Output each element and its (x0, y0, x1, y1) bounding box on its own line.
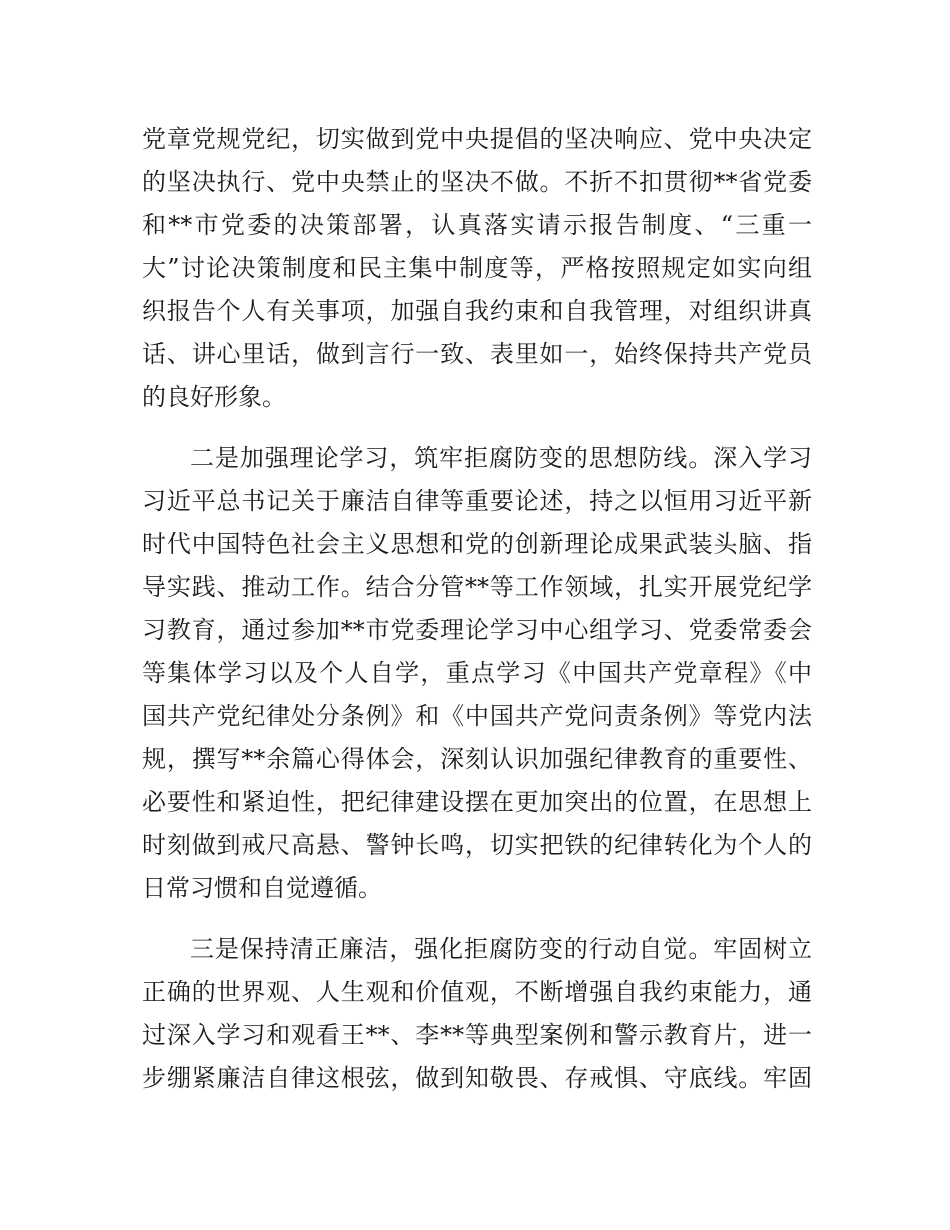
text-line: 习教育，通过参加**市党委理论学习中心组学习、党委常委会 (142, 616, 812, 644)
text-line: 话、讲心里话，做到言行一致、表里如一，始终保持共产党员 (142, 340, 812, 368)
text-line: 党章党规党纪，切实做到党中央提倡的坚决响应、党中央决定 (142, 125, 812, 153)
text-line: 时刻做到戒尺高悬、警钟长鸣，切实把铁的纪律转化为个人的 (142, 831, 812, 859)
text-line: 二是加强理论学习，筑牢拒腐防变的思想防线。深入学习 (190, 444, 812, 472)
paragraph-party-discipline (142, 118, 812, 419)
text-line: 正确的世界观、人生观和价值观，不断增强自我约束能力，通 (142, 978, 812, 1006)
paragraph-gap (142, 419, 812, 437)
document-body (142, 118, 812, 1100)
text-line: 三是保持清正廉洁，强化拒腐防变的行动自觉。牢固树立 (190, 935, 812, 963)
paragraph-integrity (142, 928, 812, 1100)
text-line: 日常习惯和自觉遵循。 (142, 874, 382, 902)
text-line: 习近平总书记关于廉洁自律等重要论述，持之以恒用习近平新 (142, 487, 812, 515)
text-line: 大”讨论决策制度和民主集中制度等，严格按照规定如实向组 (142, 254, 812, 282)
text-line: 过深入学习和观看王**、李**等典型案例和警示教育片，进一 (142, 1021, 812, 1049)
paragraph-gap (142, 910, 812, 928)
text-line: 国共产党纪律处分条例》和《中国共产党问责条例》等党内法 (142, 702, 812, 730)
text-line: 织报告个人有关事项，加强自我约束和自我管理，对组织讲真 (142, 297, 812, 325)
text-line: 和**市党委的决策部署，认真落实请示报告制度、“三重一 (142, 211, 812, 239)
text-line: 必要性和紧迫性，把纪律建设摆在更加突出的位置，在思想上 (142, 788, 812, 816)
text-line: 步绷紧廉洁自律这根弦，做到知敬畏、存戒惧、守底线。牢固 (142, 1064, 812, 1092)
text-line: 的坚决执行、党中央禁止的坚决不做。不折不扣贯彻**省党委 (142, 168, 812, 196)
text-line: 的良好形象。 (142, 383, 286, 411)
text-line: 规，撰写**余篇心得体会，深刻认识加强纪律教育的重要性、 (142, 745, 812, 773)
text-line: 导实践、推动工作。结合分管**等工作领域，扎实开展党纪学 (142, 573, 812, 601)
paragraph-theory-study (142, 437, 812, 910)
text-line: 等集体学习以及个人自学，重点学习《中国共产党章程》《中 (142, 659, 812, 687)
text-line: 时代中国特色社会主义思想和党的创新理论成果武装头脑、指 (142, 530, 812, 558)
